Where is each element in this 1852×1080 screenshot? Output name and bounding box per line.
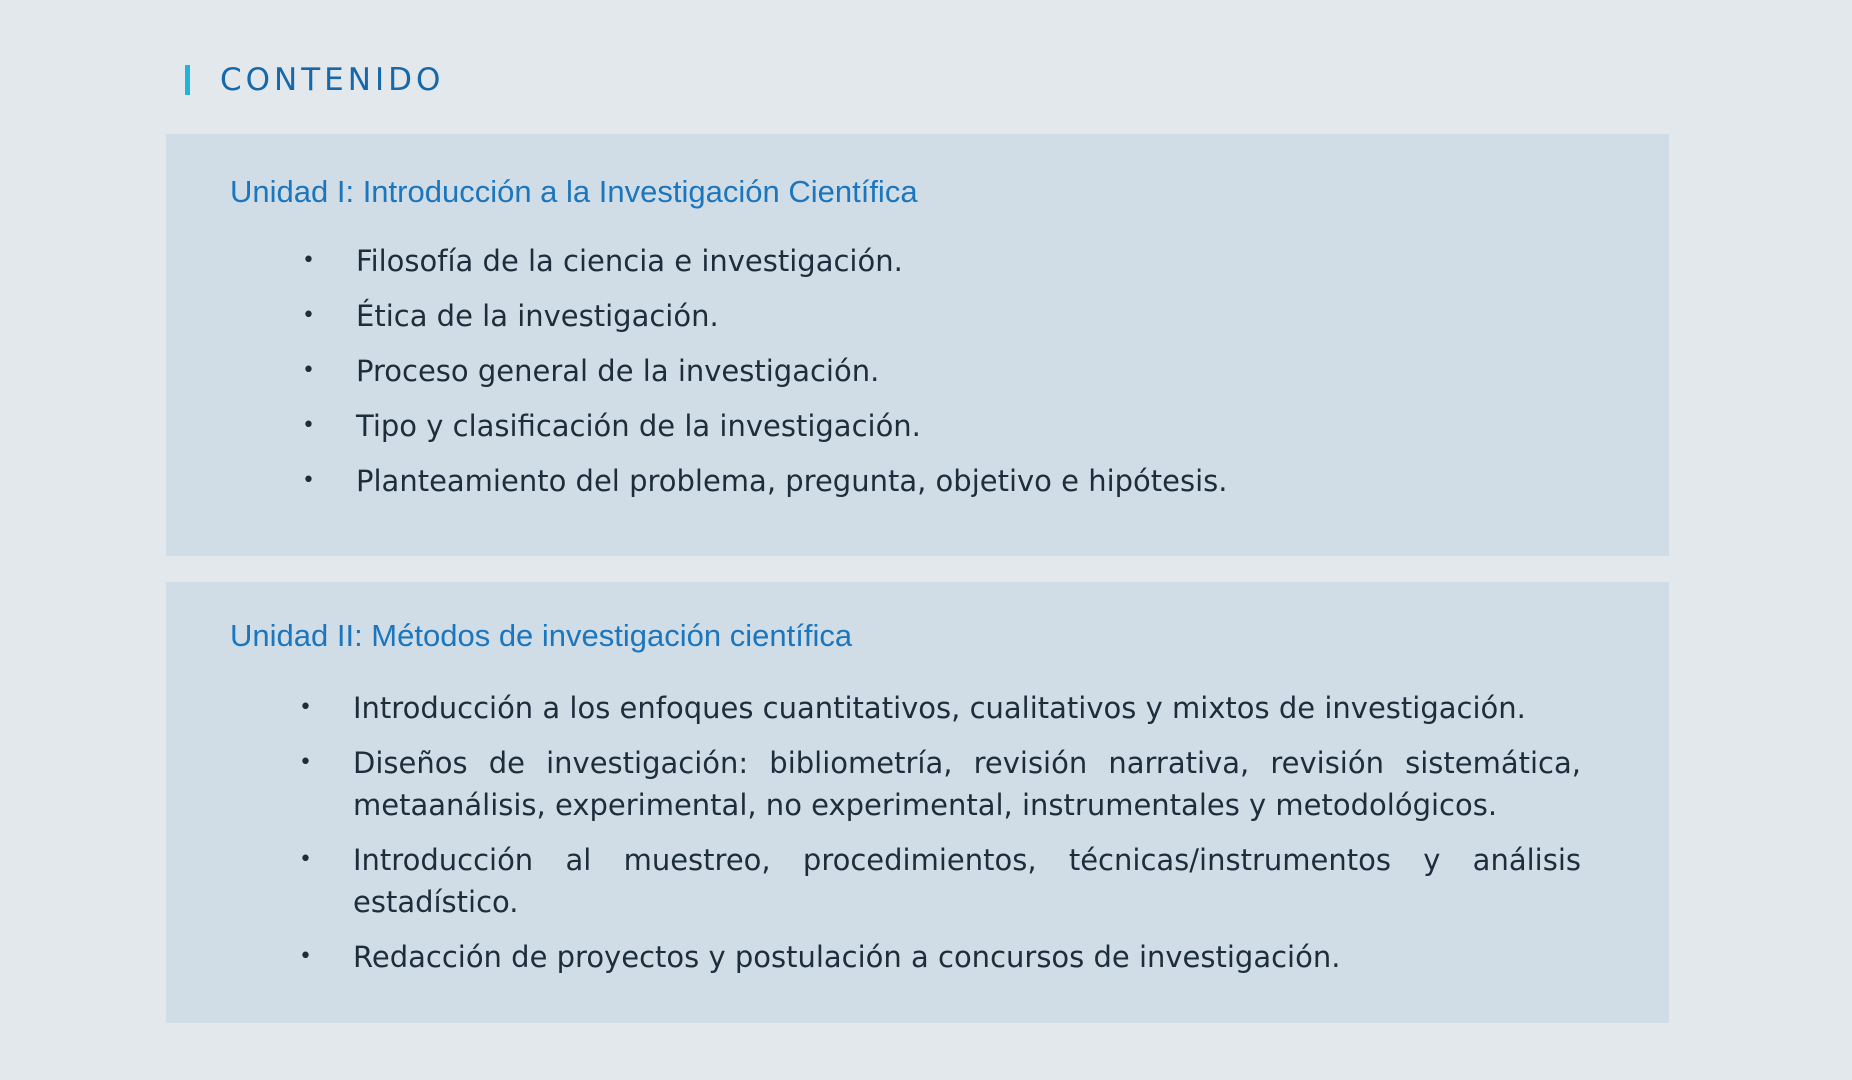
unit-1-title: Unidad I: Introducción a la Investigación Científica [230,174,918,209]
bullet-icon: • [302,248,315,273]
list-item [166,403,1228,458]
list-item [166,293,1228,348]
unit-2-panel [166,582,1669,1023]
list-item [166,458,1228,513]
list-item [166,238,1228,293]
topic-text: Filosofía de la ciencia e investigación. [356,244,903,278]
topic-text: Proceso general de la investigación. [356,354,880,388]
bullet-icon: • [302,358,315,383]
unit-2-title: Unidad II: Métodos de investigación científica [230,618,853,653]
unit-2-topic-list [166,687,1581,991]
bullet-icon: • [302,468,315,493]
unit-1-panel [166,134,1669,556]
bullet-icon: • [302,303,315,328]
topic-text: Ética de la investigación. [356,299,719,333]
topic-text: Planteamiento del problema, pregunta, objetivo e hipótesis. [356,464,1228,498]
topic-text: Introducción al muestreo, procedimientos, técnicas/instrumentos y análisis estadístico. [353,843,1581,919]
bullet-icon: • [299,750,312,775]
section-title: CONTENIDO [220,61,445,98]
bullet-icon: • [302,413,315,438]
list-item [166,742,1581,826]
topic-text: Introducción a los enfoques cuantitativos, cualitativos y mixtos de investigación. [353,691,1526,725]
list-item [166,936,1581,978]
bullet-icon: • [299,944,312,969]
topic-text: Tipo y clasificación de la investigación. [356,409,921,443]
list-item [166,839,1581,923]
topic-text: Diseños de investigación: bibliometría, revisión narrativa, revisión sistemática, metaanálisis, experimental, no experimental, instrumentales y metodológicos. [353,746,1581,822]
accent-bar [185,65,190,95]
bullet-icon: • [299,847,312,872]
list-item [166,348,1228,403]
list-item [166,687,1581,729]
unit-1-topic-list [166,238,1228,513]
section-header [185,60,444,100]
bullet-icon: • [299,695,312,720]
topic-text: Redacción de proyectos y postulación a concursos de investigación. [353,940,1341,974]
